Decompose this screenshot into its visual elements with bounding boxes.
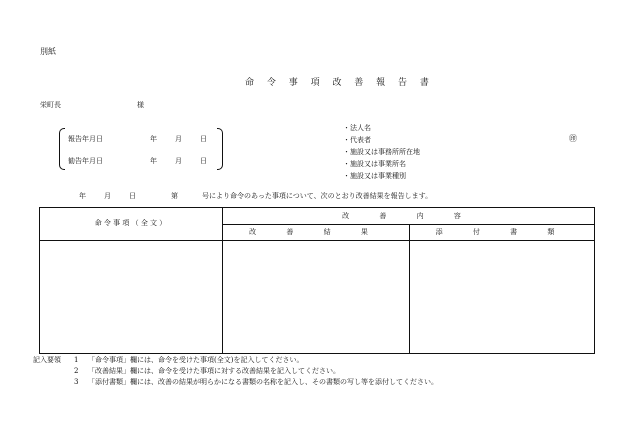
report-date-month: 月 [175,135,182,143]
note-1-number: 1 [74,356,79,364]
header-order-items: 命 令 事 項 （ 全 文 ） [94,219,167,227]
table-header-rule [39,240,595,241]
table-group-rule [222,224,595,225]
reporter-representative: ・代表者 [343,136,371,144]
note-2-text: 「改善結果」欄には、命令を受けた事項に対する改善結果を記入してください。 [88,367,340,375]
seal-mark: ㊞ [569,134,577,143]
statement-number-prefix: 第 [171,192,178,200]
statement-day: 日 [129,192,136,200]
note-3-number: 3 [74,378,79,386]
reporter-facility-type: ・施設又は事業種別 [343,172,406,180]
reporter-facility-address: ・施設又は事務所所在地 [343,148,420,156]
statement-month: 月 [104,192,111,200]
addressee-name: 栄町長 [40,101,61,109]
statement-text: 号により命令のあった事項について、次のとおり改善結果を報告します。 [202,192,433,200]
attachment-label: 別紙 [40,47,56,56]
statement-year: 年 [79,192,86,200]
note-2-number: 2 [74,367,79,375]
recommend-date-day: 日 [200,157,207,165]
note-3-text: 「添付書類」欄には、改善の結果が明らかになる書類の名称を記入し、その書類の写し等を添付してください。 [88,378,438,386]
header-attached-documents: 添 付 書 類 [435,228,569,236]
report-date-year: 年 [150,135,157,143]
table-divider-col2 [409,224,410,354]
reporter-facility-name: ・施設又は事業所名 [343,160,406,168]
document-title: 命 令 事 項 改 善 報 告 書 [245,78,434,88]
header-improvement-content: 改 善 内 容 [342,212,475,220]
recommend-date-year: 年 [150,157,157,165]
note-1-text: 「命令事項」欄には、命令を受けた事項(全文)を記入してください。 [88,356,304,364]
recommend-date-label: 勧告年月日 [68,157,103,165]
reporter-corp-name: ・法人名 [343,124,371,132]
notes-heading: 記入要領 [33,356,61,364]
recommend-date-month: 月 [175,157,182,165]
header-improvement-result: 改 善 結 果 [249,228,382,236]
report-date-day: 日 [200,135,207,143]
addressee-honorific: 様 [137,101,144,109]
date-bracket-right [217,128,223,170]
date-bracket-left [59,128,65,170]
report-date-label: 報告年月日 [68,135,103,143]
